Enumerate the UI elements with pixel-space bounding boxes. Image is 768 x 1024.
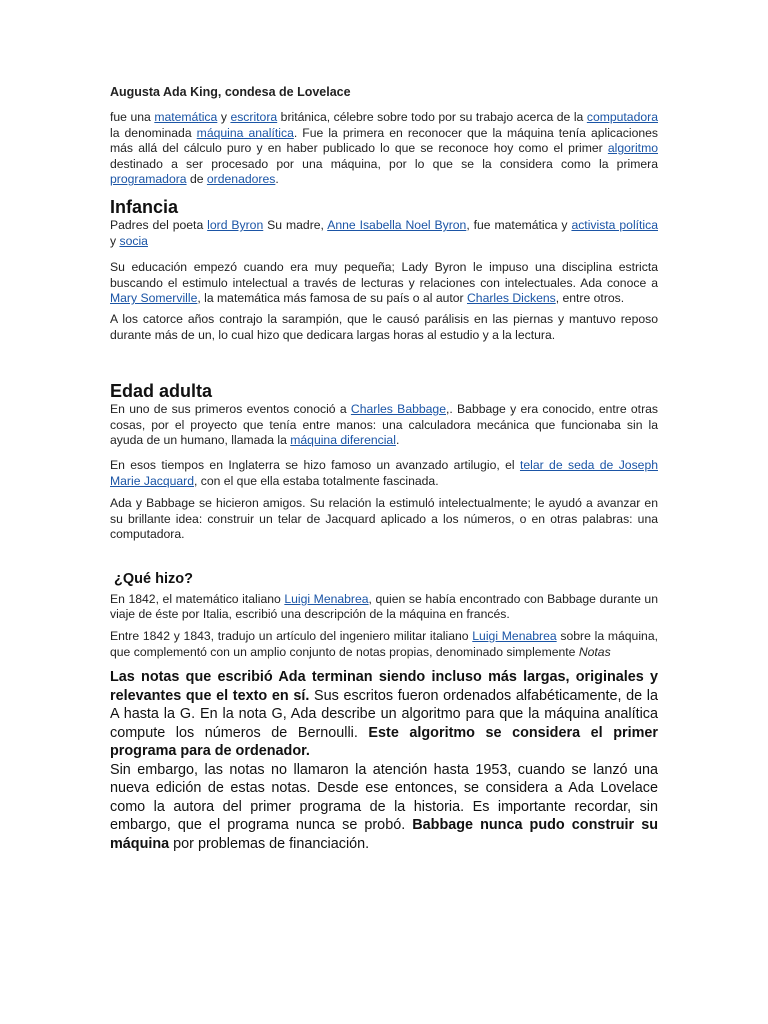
notas-emphasis: Notas <box>578 644 611 659</box>
link-escritora[interactable]: escritora <box>230 110 278 124</box>
text: , quien se había encontrado con Babbage durante un viaje de éste por Italia, escribió una descripción de la máquina en francés. <box>110 591 658 622</box>
text: británica, célebre sobre todo por su trabajo acerca de la <box>277 110 587 124</box>
link-ordenadores[interactable]: ordenadores <box>206 172 276 187</box>
intro-paragraph <box>110 110 658 188</box>
text: por problemas de financiación. <box>169 835 370 852</box>
link-charles-babbage[interactable]: Charles Babbage <box>350 402 446 417</box>
text: , con el que ella estaba totalmente fascinada. <box>194 473 439 488</box>
text: destinado a ser procesado por una máquina, por lo que se la considera como la primera <box>110 156 658 171</box>
bold-text: Este algoritmo se considera el primer programa para de ordenador. <box>110 724 658 760</box>
heading-infancia: Infancia <box>110 196 179 217</box>
infancia-paragraph-3: A los catorce años contrajo la sarampión, que le causó parálisis en las piernas y mantuvo reposo durante más de un, lo cual hizo que dedicara largas horas al estudio y a la lectura. <box>110 311 658 342</box>
adulta-paragraph-3: Ada y Babbage se hicieron amigos. Su relación la estimuló intelectualmente; le ayudó a avanzar en su brillante idea: construir un telar de Jacquard aplicado a los números, o en otras palabras: una computadora. <box>110 496 658 542</box>
link-socia[interactable]: socia <box>119 233 148 248</box>
quehizo-paragraph-1 <box>110 592 658 623</box>
text: En 1842, el matemático italiano <box>110 591 285 606</box>
text: . Fue la primera en reconocer que la máquina tenía aplicaciones más allá del cálculo puro y en haber publicado lo que se reconoce hoy como el primer <box>110 125 659 156</box>
document-title <box>110 84 658 100</box>
text: ,. Babbage y era conocido, entre otras cosas, por el proyecto que tenía entre manos: una calculadora mecánica que funcionaba sin la ayuda de un humano, llamada la <box>110 402 658 448</box>
heading-edad-adulta: Edad adulta <box>110 381 213 402</box>
text: sobre la máquina, que complementó con un amplio conjunto de notas propias, denominado simplemente <box>110 629 658 659</box>
link-matematica[interactable]: matemática <box>154 110 218 124</box>
infancia-paragraph-1 <box>110 218 658 249</box>
link-anne-isabella[interactable]: Anne Isabella Noel Byron <box>327 217 467 232</box>
document-body <box>110 84 658 853</box>
text: Entre 1842 y 1843, tradujo un artículo del ingeniero militar italiano <box>110 629 473 644</box>
text: de <box>186 172 207 187</box>
quehizo-paragraph-2 <box>110 629 658 660</box>
text: la denominada <box>110 125 197 140</box>
text: Su madre, <box>263 217 328 232</box>
infancia-paragraph-2 <box>110 260 658 307</box>
text: En esos tiempos en Inglaterra se hizo famoso un avanzado artilugio, el <box>110 457 520 472</box>
title-rest: , condesa de Lovelace <box>217 85 351 99</box>
link-lord-byron[interactable]: lord Byron <box>207 217 264 232</box>
text: . <box>275 172 279 187</box>
link-luigi-menabrea[interactable]: Luigi Menabrea <box>284 591 369 606</box>
text: , la matemática más famosa de su país o al autor <box>197 291 467 306</box>
heading-que-hizo: ¿Qué hizo? <box>114 570 193 587</box>
link-computadora[interactable]: computadora <box>586 110 658 124</box>
text: Padres del poeta <box>110 217 208 232</box>
link-maquina-analitica[interactable]: máquina analítica <box>196 125 294 140</box>
link-luigi-menabrea-2[interactable]: Luigi Menabrea <box>472 629 557 644</box>
text: y <box>217 110 231 124</box>
text: En uno de sus primeros eventos conoció a <box>110 402 351 417</box>
text: , fue matemática y <box>466 217 572 232</box>
text: Sin embargo, las notas no llamaron la atención hasta 1953, cuando se lanzó una nueva edición de estas notas. Desde ese entonces, se considera a Ada Lovelace como la autora del primer programa de la historia. Es importante recordar, sin embargo, que el programa nunca se probó. <box>110 761 658 834</box>
bold-text: Babbage nunca pudo construir su máquina <box>110 817 659 852</box>
quehizo-paragraph-4 <box>110 761 658 854</box>
link-charles-dickens[interactable]: Charles Dickens <box>466 291 556 306</box>
link-activista-politica[interactable]: activista política <box>571 217 658 232</box>
text: . <box>395 433 400 448</box>
title-name: Augusta Ada King <box>110 85 218 99</box>
text: , entre otros. <box>555 291 625 306</box>
text: Sus escritos fueron ordenados alfabéticamente, de la A hasta la G. En la nota G, Ada describe un algoritmo para que la máquina analítica compute los números de Bernoulli. <box>110 687 658 741</box>
adulta-paragraph-2 <box>110 458 658 489</box>
adulta-paragraph-1 <box>110 402 658 449</box>
link-telar-jacquard[interactable]: telar de seda de Joseph Marie Jacquard <box>110 457 658 488</box>
link-maquina-diferencial[interactable]: máquina diferencial <box>290 433 396 448</box>
text: fue una <box>110 110 155 124</box>
quehizo-paragraph-3 <box>110 668 658 761</box>
link-programadora[interactable]: programadora <box>110 172 187 187</box>
link-algoritmo[interactable]: algoritmo <box>607 141 658 156</box>
text: Su educación empezó cuando era muy pequeña; Lady Byron le impuso una disciplina estricta buscando el estimulo intelectual a través de lecturas y relaciones con intelectuales. Ada conoce a <box>110 260 658 290</box>
text: y <box>110 233 120 248</box>
link-mary-somerville[interactable]: Mary Somerville <box>110 291 198 306</box>
bold-text: Las notas que escribió Ada terminan siendo incluso más largas, originales y relevantes que el texto en sí. <box>110 669 658 704</box>
